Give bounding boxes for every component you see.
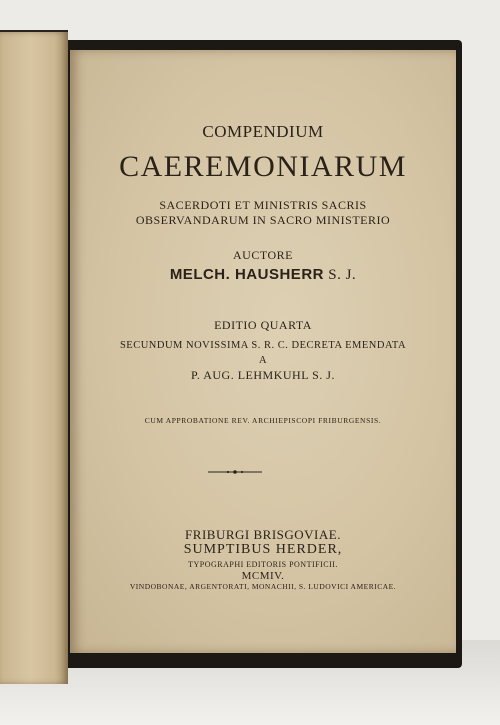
publisher-note: TYPOGRAPHI EDITORIS PONTIFICII. bbox=[188, 560, 338, 569]
editor-name: P. AUG. LEHMKUHL bbox=[191, 368, 309, 382]
subtitle-2: OBSERVANDARUM IN SACRO MINISTERIO bbox=[135, 213, 391, 227]
title-top: COMPENDIUM bbox=[202, 122, 324, 141]
title-page bbox=[70, 50, 456, 653]
author-suffix: S. J. bbox=[328, 267, 357, 283]
subtitle-1: SACERDOTI ET MINISTRIS SACRIS bbox=[159, 198, 367, 212]
cities: VINDOBONAE, ARGENTORATI, MONACHII, S. LUDOVICI AMERICAE. bbox=[129, 582, 397, 591]
editor-line bbox=[70, 368, 456, 383]
auctore-label: AUCTORE bbox=[233, 248, 293, 262]
place: FRIBURGI BRISGOVIAE. bbox=[185, 527, 341, 542]
editor-suffix: S. J. bbox=[312, 368, 335, 382]
edition: EDITIO QUARTA bbox=[214, 318, 312, 332]
author-line bbox=[70, 266, 456, 284]
approbation: CUM APPROBATIONE REV. ARCHIEPISCOPI FRIBURGENSIS. bbox=[144, 416, 382, 425]
year: MCMIV. bbox=[241, 570, 285, 582]
left-page bbox=[0, 30, 68, 684]
title-main: CAEREMONIARUM bbox=[119, 150, 407, 183]
a-connector: A bbox=[258, 355, 268, 366]
author-name: MELCH. HAUSHERR bbox=[169, 266, 324, 283]
publisher: SUMPTIBUS HERDER, bbox=[183, 542, 343, 557]
ornament-divider bbox=[208, 470, 262, 474]
edition-note: SECUNDUM NOVISSIMA S. R. C. DECRETA EMENDATA bbox=[119, 340, 407, 351]
